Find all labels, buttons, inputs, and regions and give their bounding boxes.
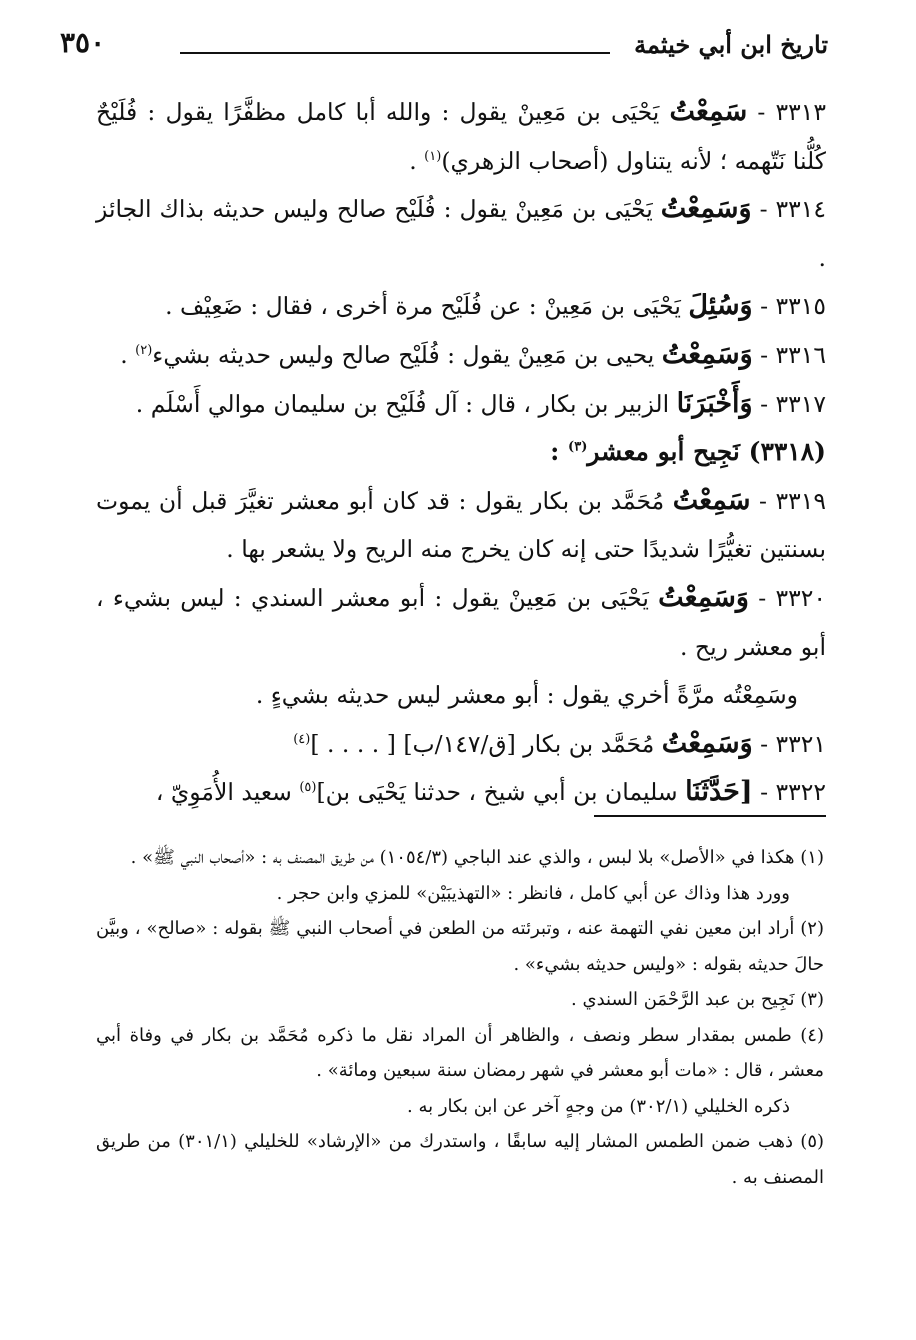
- footnote-3: [96, 982, 824, 1018]
- footnote-ref: (٤): [293, 731, 311, 747]
- footnote-label: (١): [800, 847, 824, 868]
- footnote-text: أراد ابن معين نفي التهمة عنه ، وتبرئته من الطعن في أصحاب النبي ﷺ بقوله : «صالح» ، وبيَّن حالَ حديثه بقوله : «وليس حديثه بشيء» .: [96, 918, 824, 975]
- entry-number: ٣٣٢١ -: [752, 729, 826, 758]
- entry-tail: سعيد الأُمَوِيّ ،: [155, 778, 300, 807]
- header-rule: [180, 52, 610, 54]
- footnote-label: (٤): [800, 1024, 824, 1046]
- entry-lead-word: وَسَمِعْتُ: [660, 193, 752, 225]
- entry-text: يَحْيَى بن مَعِينْ : عن فُلَيْح مرة أخرى ، فقال : ضَعِيْف .: [165, 292, 689, 321]
- page-header: [60, 26, 828, 66]
- entry-lead-word: وَسُئِلَ: [688, 290, 753, 322]
- section-heading: (٣٣١٨) نَجِيح أبو معشر: [587, 437, 826, 467]
- entry-3318-heading: [96, 428, 826, 477]
- entry-tail: .: [409, 146, 425, 175]
- entry-number: ٣٣١٦ -: [752, 340, 826, 369]
- entry-tail: .: [120, 340, 136, 369]
- entry-3320-continuation: [96, 671, 826, 720]
- footnote-1-extra: [96, 876, 824, 912]
- entry-3317: [96, 380, 826, 429]
- entry-number: ٣٣١٩ -: [750, 486, 827, 515]
- footnote-ref: (١): [424, 148, 442, 164]
- main-text: [96, 88, 826, 817]
- footnote-4: [96, 1018, 824, 1089]
- page-number: ٣٥٠: [60, 26, 106, 59]
- footnote-separator: [594, 815, 826, 817]
- entry-3322: [96, 768, 826, 817]
- footnote-label: (٣): [800, 989, 824, 1010]
- footnotes: [96, 840, 824, 1195]
- footnote-2: [96, 911, 824, 982]
- entry-text: وسَمِعْتُه مرَّةً أخري يقول : أبو معشر ليس حديثه بشيءٍ .: [255, 681, 798, 710]
- entry-3314: [96, 185, 826, 282]
- entry-lead-word: وَأَخْبَرَنَا: [676, 387, 753, 419]
- footnote-ref: (٥): [299, 780, 317, 796]
- footnote-ref: (٢): [135, 343, 153, 359]
- footnote-1: [96, 840, 824, 876]
- footnote-ref: (٣): [568, 439, 588, 455]
- footnote-text: طمس بمقدار سطر ونصف ، والظاهر أن المراد نقل ما ذكره مُحَمَّد بن بكار في وفاة أبي معشر ، قال : «مات أبو معشر في شهر رمضان سنة سبعين ومائة» .: [96, 1024, 824, 1081]
- entry-lead-word: [حَدَّثَنَا: [685, 776, 753, 808]
- entry-number: ٣٣١٥ -: [752, 292, 826, 321]
- entry-number: ٣٣٢٠ -: [748, 583, 826, 612]
- entry-number: ٣٣١٣ -: [747, 98, 826, 126]
- entry-3320: [96, 574, 826, 671]
- footnote-text: ذهب ضمن الطمس المشار إليه سابقًا ، واستدرك من «الإرشاد» للخليلي (٣٠١/١) من طريق المصنف به .: [96, 1131, 824, 1188]
- book-title: تاريخ ابن أبي خيثمة: [634, 30, 828, 59]
- entry-text: مُحَمَّد بن بكار يقول : قد كان أبو معشر تغيَّرَ قبل أن يموت بسنتين تغيُّرًا شديدًا حتى إنه كان يخرج منه الريح ولا يشعر بها .: [96, 486, 826, 564]
- footnote-label: (٢): [800, 918, 824, 939]
- entry-lead-word: وَسَمِعْتُ: [658, 581, 749, 613]
- entry-text: مُحَمَّد بن بكار [ق/١٤٧/ب] [ . . . . ]: [310, 729, 662, 758]
- entry-3316: [96, 331, 826, 380]
- footnote-text: هكذا في «الأصل» بلا لبس ، والذي عند الباجي (١٠٥٤/٣) من طريق المصنف به : «أصحاب النبي ﷺ» .: [130, 847, 801, 868]
- entry-text: يَحْيَى بن مَعِينْ يقول : والله أبا كامل مظفَّرًا يقول : فُلَيْحٌ كُلُّنا نَتّهمه ؛ لأنه يتناول (أصحاب الزهري): [96, 98, 826, 175]
- entry-text: يحيى بن مَعِينْ يقول : فُلَيْح صالح وليس حديثه بشيء: [152, 340, 662, 369]
- entry-lead-word: وَسَمِعْتُ: [661, 727, 753, 759]
- entry-3313: [96, 88, 826, 185]
- entry-lead-word: سَمِعْتُ: [669, 96, 748, 127]
- entry-text: سليمان بن أبي شيخ ، حدثنا يَحْيَى بن]: [316, 778, 686, 807]
- entry-3321: [96, 720, 826, 769]
- entry-text: الزبير بن بكار ، قال : آل فُلَيْح بن سليمان موالي أَسْلَم .: [135, 389, 677, 418]
- entry-lead-word: سَمِعْتُ: [672, 484, 751, 516]
- footnote-4-extra: [96, 1089, 824, 1125]
- entry-number: ٣٣١٤ -: [751, 195, 827, 224]
- entry-3319: [96, 477, 826, 574]
- footnote-text: ذكره الخليلي (٣٠٢/١) من وجهٍ آخر عن ابن بكار به .: [407, 1095, 790, 1117]
- entry-number: ٣٣٢٢ -: [752, 778, 826, 807]
- entry-3315: [96, 282, 826, 331]
- footnote-text: وورد هذا وذاك عن أبي كامل ، فانظر : «التهذيبَيْن» للمزي وابن حجر .: [276, 882, 790, 904]
- entry-number: ٣٣١٧ -: [752, 389, 826, 418]
- footnote-text: نَجِيح بن عبد الرَّحْمَن السندي .: [571, 989, 801, 1010]
- entry-tail: :: [550, 437, 569, 467]
- footnote-label: (٥): [800, 1131, 825, 1152]
- entry-text: يَحْيَى بن مَعِينْ يقول : فُلَيْح صالح وليس حديثه بذاك الجائز .: [96, 195, 826, 272]
- entry-lead-word: وَسَمِعْتُ: [661, 338, 753, 370]
- footnote-5: [96, 1124, 824, 1195]
- entry-text: يَحْيَى بن مَعِينْ يقول : أبو معشر السندي : ليس بشيء ، أبو معشر ريح .: [96, 583, 826, 661]
